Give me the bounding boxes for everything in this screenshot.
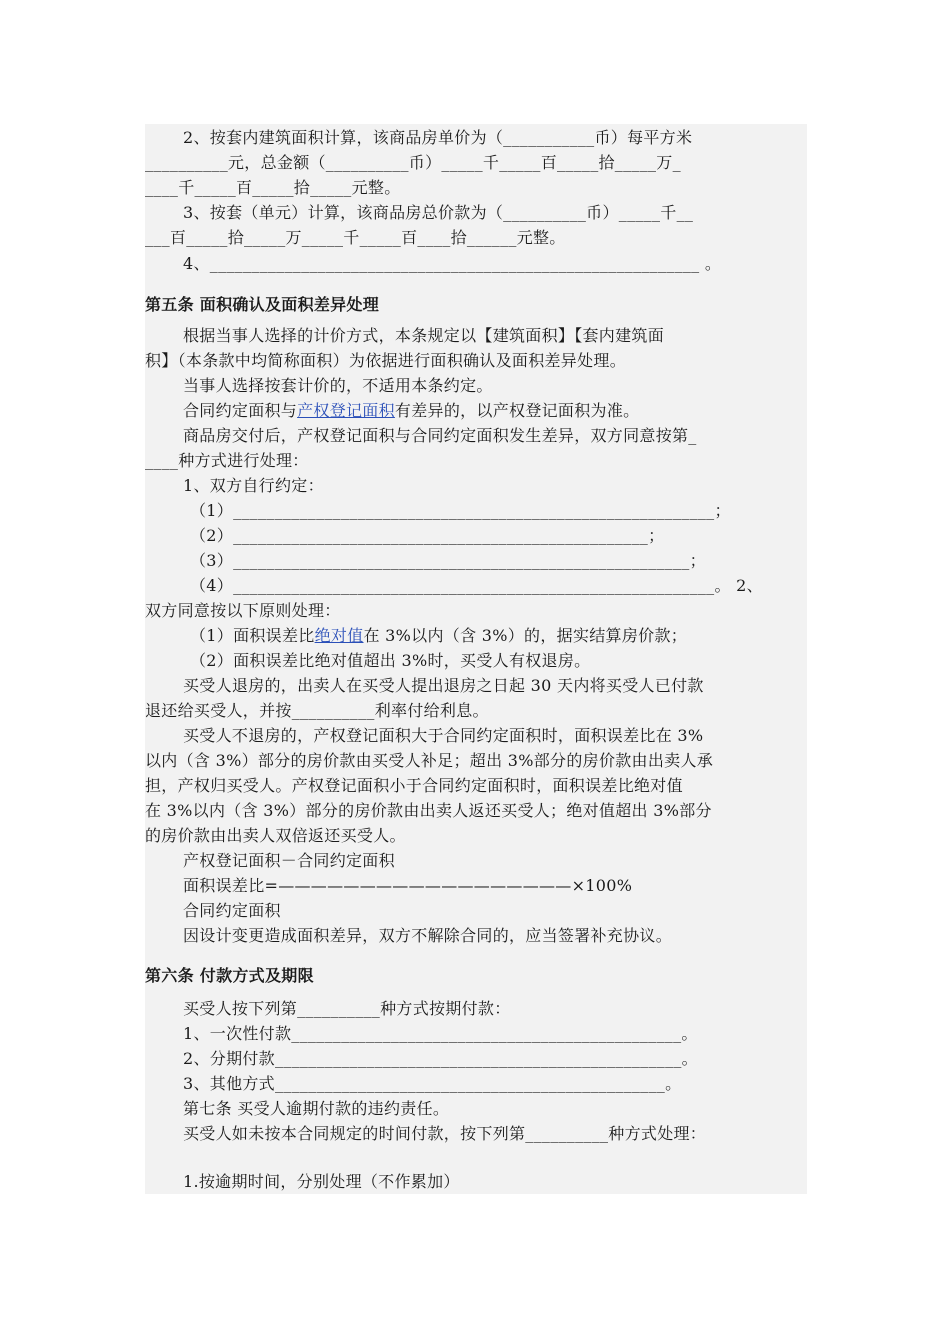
text-line: 产权登记面积－合同约定面积 <box>183 851 395 870</box>
text-line: 买受人如未按本合同规定的时间付款，按下列第__________种方式处理： <box>183 1124 707 1143</box>
text-line: （2）面积误差比绝对值超出 3%时，买受人有权退房。 <box>190 651 591 670</box>
text-line: 退还给买受人，并按__________利率付给利息。 <box>145 701 489 720</box>
text-line: ___百_____拾_____万_____千_____百____拾______元整。 <box>145 228 566 247</box>
text-line: ____种方式进行处理： <box>145 451 309 470</box>
text-line: 3、其他方式_______________________________________________。 <box>183 1074 682 1093</box>
text-line: 双方同意按以下原则处理： <box>145 601 341 620</box>
text-line <box>183 399 807 423</box>
text-line: （2）__________________________________________________； <box>190 526 665 545</box>
text-line: 商品房交付后，产权登记面积与合同约定面积发生差异，双方同意按第_ <box>183 426 697 445</box>
text-line: 当事人选择按套计价的，不适用本条约定。 <box>183 376 493 395</box>
text-line: 买受人退房的，出卖人在买受人提出退房之日起 30 天内将买受人已付款 <box>183 676 704 695</box>
text-segment: 有差异的，以产权登记面积为准。 <box>394 401 640 420</box>
text-line: ____千_____百_____拾_____元整。 <box>145 178 401 197</box>
text-line: 合同约定面积 <box>183 901 281 920</box>
text-line: 买受人不退房的，产权登记面积大于合同约定面积时，面积误差比在 3% <box>183 726 704 745</box>
text-line: 4、___________________________________________________________ 。 <box>183 254 722 273</box>
text-line: 在 3%以内（含 3%）部分的房价款由出卖人返还买受人；绝对值超出 3%部分 <box>145 801 712 820</box>
text-line: 1、双方自行约定： <box>183 476 324 495</box>
text-line: __________元，总金额（__________币）_____千_____百_____拾_____万_ <box>145 153 681 172</box>
area-link[interactable]: 产权登记面积 <box>297 401 395 420</box>
text-line: （1）__________________________________________________________； <box>190 501 731 520</box>
text-line: 积】（本条款中均简称面积）为依据进行面积确认及面积差异处理。 <box>145 351 627 370</box>
text-line: （3）_______________________________________________________； <box>190 551 706 570</box>
section-heading: 第五条 面积确认及面积差异处理 <box>145 295 380 314</box>
text-segment: （1）面积误差比 <box>190 626 315 645</box>
text-segment: 在 3%以内（含 3%）的，据实结算房价款； <box>363 626 688 645</box>
text-line: 3、按套（单元）计算，该商品房总价款为（__________币）_____千__ <box>183 203 694 222</box>
text-line: 以内（含 3%）部分的房价款由买受人补足；超出 3%部分的房价款由出卖人承 <box>145 751 714 770</box>
text-line: 1.按逾期时间，分别处理（不作累加） <box>183 1172 460 1191</box>
section-heading: 第六条 付款方式及期限 <box>145 966 314 985</box>
text-line: 买受人按下列第__________种方式按期付款： <box>183 999 511 1018</box>
text-line: 2、分期付款_________________________________________________。 <box>183 1049 698 1068</box>
text-line: 的房价款由出卖人双倍返还买受人。 <box>145 826 406 845</box>
formula-line: 面积误差比=——————————————————×100% <box>183 876 633 895</box>
text-segment: 合同约定面积与 <box>183 401 298 420</box>
text-line: 担，产权归买受人。产权登记面积小于合同约定面积时，面积误差比绝对值 <box>145 776 683 795</box>
text-line: 根据当事人选择的计价方式，本条规定以【建筑面积】【套内建筑面 <box>183 326 665 345</box>
text-line: 第七条 买受人逾期付款的违约责任。 <box>183 1099 450 1118</box>
absolute-value-link[interactable]: 绝对值 <box>314 626 364 645</box>
text-line: （4）__________________________________________________________。 2、 <box>190 576 763 595</box>
text-line: 1、一次性付款_______________________________________________。 <box>183 1024 698 1043</box>
text-line: 2、按套内建筑面积计算，该商品房单价为（___________币）每平方米 <box>183 128 693 147</box>
document-page <box>145 124 807 1194</box>
text-line <box>190 624 807 648</box>
text-line: 因设计变更造成面积差异，双方不解除合同的，应当签署补充协议。 <box>183 926 673 945</box>
